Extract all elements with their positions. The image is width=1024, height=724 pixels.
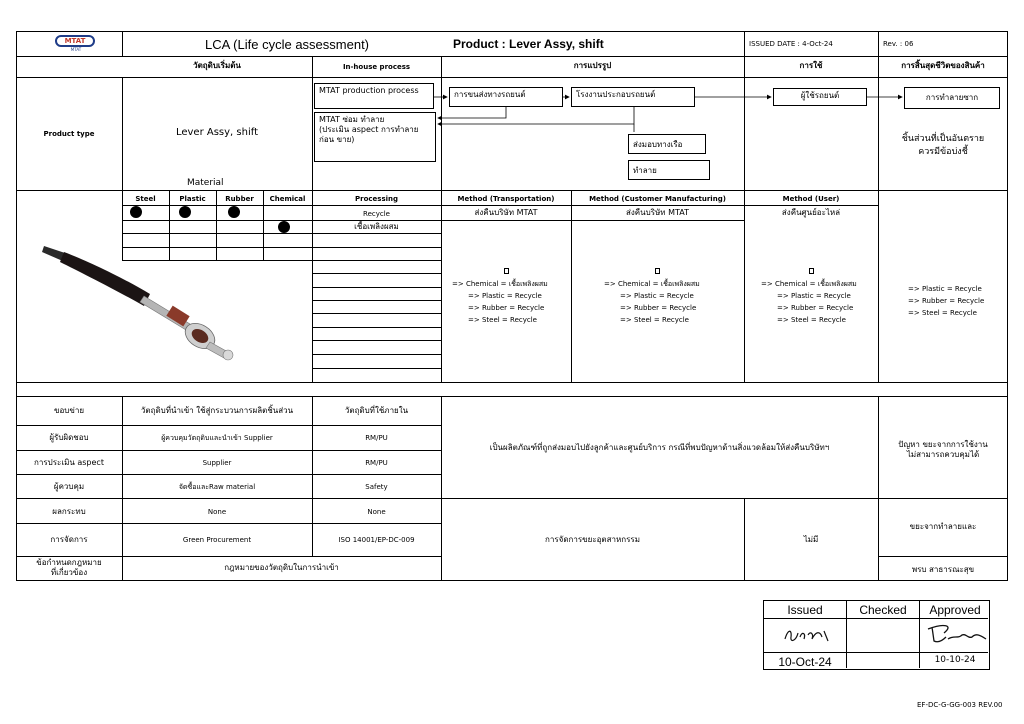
- info-impact-col3: None: [367, 508, 386, 516]
- info-management-col2: Green Procurement: [182, 536, 252, 544]
- material-header-rubber: Rubber: [225, 195, 254, 203]
- lever-assy-image: [40, 240, 240, 365]
- info-merged-upper-right-2: ไม่สามารถควบคุมได้: [906, 450, 980, 459]
- approval-box: [763, 600, 990, 670]
- scrap-text: การทำลายซาก: [925, 93, 979, 102]
- issued-signature: [782, 623, 832, 647]
- method-end-block: [908, 283, 1006, 319]
- mtat-repair-line2: (ประเมิน aspect การทำลาย: [319, 125, 419, 134]
- method-line: => Chemical = เชื้อเพลิงผสม: [761, 280, 857, 288]
- method-customer-sub: ส่งคืนบริษัท MTAT: [626, 208, 689, 217]
- info-label-impact: ผลกระทบ: [52, 507, 86, 516]
- plastic-recycle-dot: [179, 206, 191, 218]
- info-label-law-line2: ที่เกี่ยวข้อง: [50, 568, 88, 577]
- info-label-responsible: ผู้รับผิดชอบ: [49, 433, 89, 442]
- stage-processing: การแปรรูป: [573, 61, 612, 70]
- info-aspect-col3: RM/PU: [365, 459, 388, 467]
- mtat-repair-line1: MTAT ซ่อม ทำลาย: [319, 115, 385, 124]
- method-line: => Steel = Recycle: [620, 316, 689, 324]
- method-line: => Rubber = Recycle: [620, 304, 697, 312]
- processing-fuel: เชื้อเพลิงผสม: [354, 222, 399, 231]
- info-merged-upper-right-1: ปัญหา ขยะจากการใช้งาน: [898, 440, 988, 449]
- product-type-label: Product type: [43, 130, 95, 138]
- method-line: => Steel = Recycle: [777, 316, 846, 324]
- chemical-fuel-dot: [278, 221, 290, 233]
- steel-recycle-dot: [130, 206, 142, 218]
- processing-header: Processing: [354, 195, 398, 203]
- info-management-col3: ISO 14001/EP-DC-009: [338, 536, 415, 544]
- approval-approved-label: Approved: [929, 603, 981, 617]
- material-header-steel: Steel: [135, 195, 156, 203]
- method-line: => Chemical = เชื้อเพลิงผสม: [604, 280, 700, 288]
- stage-use: การใช้: [799, 61, 823, 70]
- approval-issued-date: 10-Oct-24: [778, 655, 832, 669]
- logo-mark: MTAT: [55, 35, 95, 47]
- placeholder-glyph: [571, 266, 744, 278]
- placeholder-glyph: [744, 266, 878, 278]
- method-customer-header: Method (Customer Manufacturing): [589, 195, 726, 203]
- info-merged-lower-right-2: พรบ สาธารณะสุข: [911, 565, 975, 574]
- document-title: LCA (Life cycle assessment): [205, 37, 370, 52]
- info-label-aspect: การประเมิน aspect: [34, 458, 104, 467]
- footer-document-code: EF-DC-G-GG-003 REV.00: [917, 701, 1003, 709]
- method-end-line: => Steel = Recycle: [908, 309, 977, 317]
- transport-text: การขนส่งทางรถยนต์: [454, 90, 526, 99]
- method-end-line: => Plastic = Recycle: [908, 285, 982, 293]
- approval-checked-label: Checked: [859, 603, 907, 617]
- processing-recycle: Recycle: [363, 210, 390, 218]
- method-user-block: [744, 266, 878, 326]
- method-transport-block: [441, 266, 571, 326]
- method-line: => Plastic = Recycle: [777, 292, 851, 300]
- material-label: Material: [187, 178, 224, 188]
- info-label-controller: ผู้ควบคุม: [53, 482, 85, 491]
- info-merged-lower-use: ไม่มี: [803, 535, 819, 544]
- method-line: => Plastic = Recycle: [620, 292, 694, 300]
- mtat-production-text: MTAT production process: [319, 86, 419, 95]
- method-transport-header: Method (Transportation): [457, 195, 555, 203]
- product-type-value: Lever Assy, shift: [175, 127, 259, 138]
- method-line: => Plastic = Recycle: [468, 292, 542, 300]
- info-label-scope: ขอบข่าย: [54, 406, 84, 415]
- logo-subtext: MTAT: [70, 47, 82, 52]
- method-customer-block: [571, 266, 744, 326]
- info-aspect-col2: Supplier: [202, 459, 232, 467]
- info-merged-lower-right-1: ขยะจากทำลายและ: [909, 522, 977, 531]
- approved-signature: [924, 621, 988, 649]
- end-note-line1: ชิ้นส่วนที่เป็นอันตราย: [901, 134, 985, 144]
- method-line: => Rubber = Recycle: [468, 304, 545, 312]
- info-law-col2: กฎหมายของวัตถุดิบในการนำเข้า: [224, 563, 339, 572]
- method-end-line: => Rubber = Recycle: [908, 297, 985, 305]
- car-user-text: ผู้ใช้รถยนต์: [800, 91, 840, 100]
- method-user-sub: ส่งคืนศูนย์อะไหล่: [781, 208, 841, 217]
- product-title: Product : Lever Assy, shift: [453, 37, 604, 51]
- flow-arrows: [0, 0, 1024, 200]
- rubber-recycle-dot: [228, 206, 240, 218]
- info-scope-col2: วัตถุดิบที่นำเข้า ใช้สู่กระบวนการผลิตชิ้นส่วน: [140, 406, 294, 415]
- method-user-header: Method (User): [782, 195, 840, 203]
- method-line: => Rubber = Recycle: [777, 304, 854, 312]
- method-transport-sub: ส่งคืนบริษัท MTAT: [474, 208, 538, 217]
- approval-issued-label: Issued: [787, 603, 823, 617]
- placeholder-glyph: [441, 266, 571, 278]
- end-note-line2: ควรมีข้อบ่งชี้: [918, 147, 968, 157]
- ship-text: ส่งมอบทางเรือ: [633, 140, 683, 149]
- info-merged-upper-middle: เป็นผลิตภัณฑ์ที่ถูกส่งมอบไปยังลูกค้าและศูนย์บริการ กรณีที่พบปัญหาด้านสิ่งแวดล้อมให้ส่งคืนบริษัทฯ: [489, 443, 830, 452]
- approval-approved-date: 10-10-24: [934, 655, 976, 665]
- method-line: => Steel = Recycle: [468, 316, 537, 324]
- info-label-law: ข้อกำหนดกฎหมาย: [36, 558, 102, 567]
- revision: Rev. : 06: [883, 40, 914, 48]
- info-impact-col2: None: [207, 508, 227, 516]
- info-controller-col3: Safety: [365, 483, 388, 491]
- issued-date: ISSUED DATE : 4-Oct-24: [749, 40, 833, 48]
- info-responsible-col3: RM/PU: [365, 434, 388, 442]
- info-responsible-col2: ผู้ควบคุมวัตถุดิบและนำเข้า Supplier: [161, 434, 273, 442]
- stage-raw-material: วัตถุดิบเริ่มต้น: [193, 61, 241, 70]
- material-header-plastic: Plastic: [179, 195, 206, 203]
- assembly-plant-text: โรงงานประกอบรถยนต์: [576, 90, 656, 99]
- info-merged-lower-middle: การจัดการขยะอุตสาหกรรม: [545, 535, 640, 544]
- info-controller-col2: จัดซื้อและRaw material: [178, 483, 256, 491]
- material-header-chemical: Chemical: [269, 195, 306, 203]
- stage-end-of-life: การสิ้นสุดชีวิตของสินค้า: [901, 61, 985, 70]
- info-scope-col3: วัตถุดิบที่ใช้ภายใน: [344, 406, 409, 415]
- info-label-management: การจัดการ: [50, 535, 88, 544]
- stage-inhouse: In-house process: [342, 63, 411, 71]
- destroy-text: ทำลาย: [633, 166, 657, 175]
- method-line: => Chemical = เชื้อเพลิงผสม: [452, 280, 548, 288]
- mtat-repair-line3: ก่อน ขาย): [319, 135, 355, 144]
